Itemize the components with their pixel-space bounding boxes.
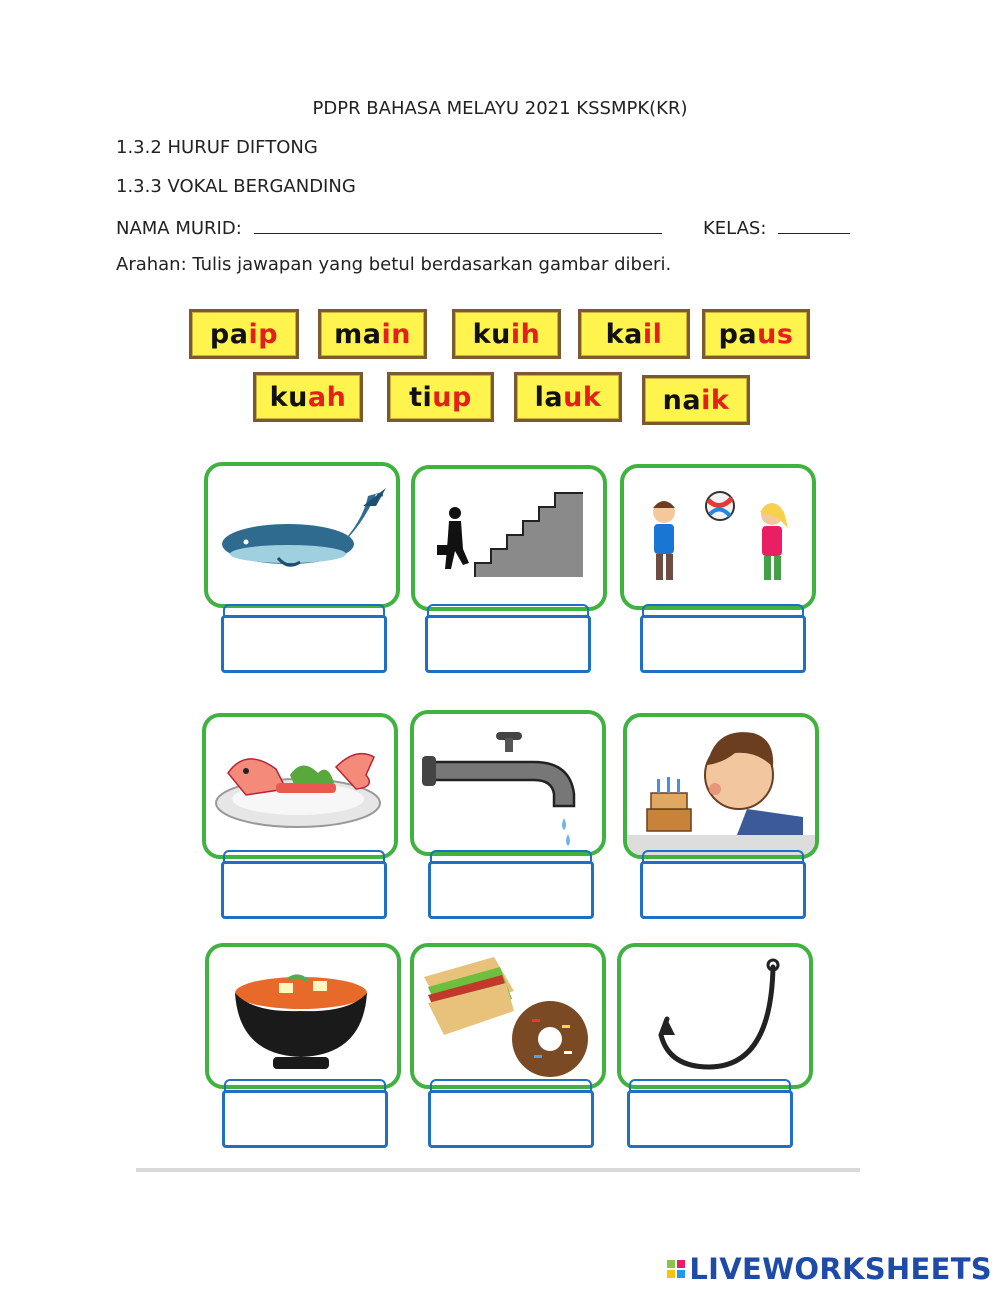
logo-badge-icon — [667, 1260, 685, 1278]
picture-card-fish-dish — [202, 713, 398, 859]
liveworksheets-logo — [667, 1252, 992, 1286]
topic-diphthong: 1.3.2 HURUF DIFTONG — [116, 137, 318, 158]
answer-box[interactable] — [428, 861, 594, 919]
answer-box[interactable] — [221, 615, 387, 673]
fishing-hook-icon — [621, 947, 809, 1085]
word-card[interactable]: ti up — [387, 372, 494, 422]
student-name-row — [116, 215, 662, 239]
name-blank[interactable] — [254, 215, 662, 234]
soup-bowl-icon — [209, 947, 397, 1085]
answer-box[interactable] — [428, 1090, 594, 1148]
answer-box[interactable] — [221, 861, 387, 919]
answer-box[interactable] — [425, 615, 591, 673]
picture-card-tap — [410, 710, 606, 856]
picture-card-stairs — [411, 465, 607, 611]
word-card[interactable]: ma in — [318, 309, 427, 359]
word-card[interactable]: ka il — [578, 309, 690, 359]
word-card[interactable]: ku ih — [452, 309, 561, 359]
whale-icon — [208, 466, 396, 604]
word-card[interactable]: pa ip — [189, 309, 299, 359]
climbing-stairs-icon — [415, 469, 603, 607]
class-label: KELAS: — [703, 218, 767, 239]
answer-box[interactable] — [640, 861, 806, 919]
word-card[interactable]: ku ah — [253, 372, 363, 422]
picture-card-snacks — [410, 943, 606, 1089]
picture-card-soup — [205, 943, 401, 1089]
children-playing-ball-icon — [624, 468, 812, 606]
page-title: PDPR BAHASA MELAYU 2021 KSSMPK(KR) — [312, 98, 688, 119]
water-tap-icon — [414, 714, 602, 852]
name-label: NAMA MURID: — [116, 218, 242, 239]
topic-paired-vowels: 1.3.3 VOKAL BERGANDING — [116, 176, 356, 197]
fish-dish-icon — [206, 717, 394, 855]
word-card[interactable]: na ik — [642, 375, 750, 425]
blowing-candles-icon — [627, 717, 815, 855]
word-card[interactable]: pa us — [702, 309, 810, 359]
answer-box[interactable] — [640, 615, 806, 673]
class-row — [703, 215, 850, 239]
picture-card-blow-candles — [623, 713, 819, 859]
class-blank[interactable] — [778, 215, 850, 234]
sandwich-donut-icon — [414, 947, 602, 1085]
instruction: Arahan: Tulis jawapan yang betul berdasarkan gambar diberi. — [116, 254, 672, 275]
word-card[interactable]: la uk — [514, 372, 622, 422]
picture-card-hook — [617, 943, 813, 1089]
answer-box[interactable] — [627, 1090, 793, 1148]
picture-card-whale — [204, 462, 400, 608]
divider — [136, 1168, 860, 1172]
brand-name: LIVEWORKSHEETS — [689, 1252, 992, 1286]
answer-box[interactable] — [222, 1090, 388, 1148]
picture-card-children-ball — [620, 464, 816, 610]
